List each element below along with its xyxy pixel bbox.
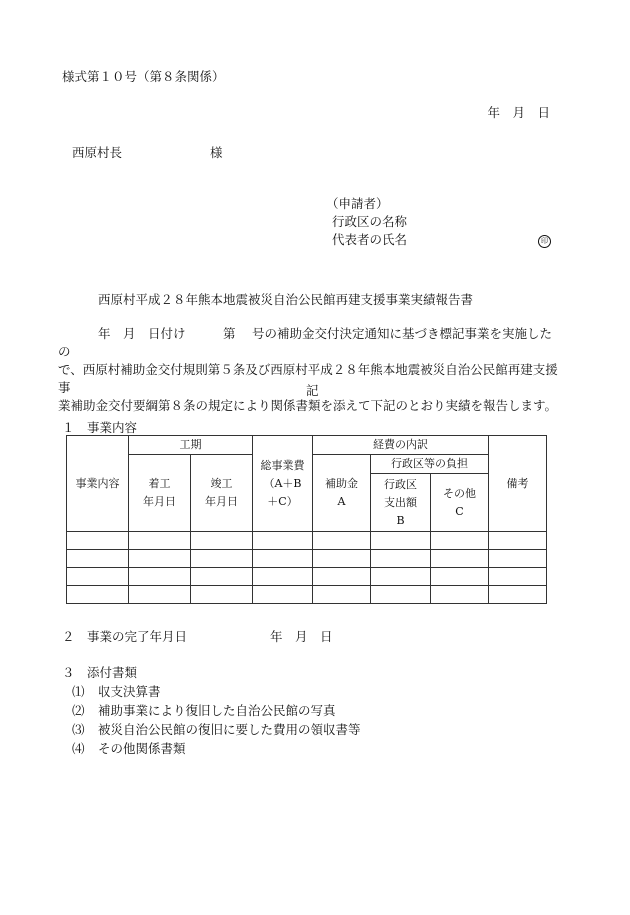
header-start-line-1: 着工	[148, 477, 171, 490]
list-item-number: ⑴	[72, 684, 85, 699]
table-cell[interactable]	[489, 532, 547, 550]
list-item-number: ⑷	[72, 741, 85, 756]
header-end-line-2: 年月日	[205, 495, 238, 508]
table-cell[interactable]	[313, 568, 371, 586]
table-cell[interactable]	[253, 586, 313, 604]
table-row	[67, 586, 547, 604]
recipient	[72, 143, 223, 161]
list-item	[72, 739, 361, 758]
header-remarks: 備考	[489, 436, 547, 532]
list-item	[72, 682, 361, 701]
table-cell[interactable]	[67, 586, 129, 604]
table-cell[interactable]	[191, 532, 253, 550]
header-start-line-2: 年月日	[143, 495, 176, 508]
table-row	[67, 550, 547, 568]
table-cell[interactable]	[431, 568, 489, 586]
table-cell[interactable]	[253, 568, 313, 586]
header-district-burden: 行政区等の負担	[371, 455, 489, 474]
district-name-label: 行政区の名称	[332, 214, 408, 229]
table-cell[interactable]	[191, 586, 253, 604]
header-district-line-1: 行政区	[384, 477, 417, 491]
table-cell[interactable]	[371, 550, 431, 568]
header-project-content: 事業内容	[67, 436, 129, 532]
header-total-cost	[253, 436, 313, 532]
report-date: 年 月 日	[487, 105, 550, 120]
table-cell[interactable]	[431, 586, 489, 604]
list-item-text: 収支決算書	[98, 684, 161, 699]
table-cell[interactable]	[253, 550, 313, 568]
header-other-line-1: その他	[443, 486, 477, 500]
header-end-date	[191, 455, 253, 532]
ki-mark: 記	[306, 383, 319, 398]
recipient-honorific: 様	[210, 145, 223, 160]
table-cell[interactable]	[371, 586, 431, 604]
header-district-expense	[371, 474, 431, 532]
header-total-line-2: （A＋B	[263, 476, 302, 490]
table-cell[interactable]	[431, 532, 489, 550]
table-cell[interactable]	[191, 550, 253, 568]
table-cell[interactable]	[489, 586, 547, 604]
applicant-block	[326, 195, 407, 249]
header-total-line-1: 総事業費	[260, 458, 305, 472]
form-number: 様式第１０号（第８条関係）	[62, 69, 225, 84]
body-line-2: で、西原村補助金交付規則第５条及び西原村平成２８年熊本地震被災自治公民館再建支援事	[58, 362, 558, 395]
header-subsidy-line-2: A	[337, 495, 346, 508]
table-cell[interactable]	[313, 532, 371, 550]
completion-date: 年 月 日	[270, 629, 333, 644]
section-1-heading: １ 事業内容	[62, 420, 138, 435]
table-cell[interactable]	[431, 550, 489, 568]
table-cell[interactable]	[313, 586, 371, 604]
table-cell[interactable]	[371, 532, 431, 550]
list-item-text: その他関係書類	[98, 741, 186, 756]
table-cell[interactable]	[489, 568, 547, 586]
header-other	[431, 474, 489, 532]
applicant-label: （申請者）	[326, 196, 389, 211]
table-cell[interactable]	[489, 550, 547, 568]
table-row	[67, 568, 547, 586]
table-row	[67, 532, 547, 550]
table-cell[interactable]	[129, 586, 191, 604]
recipient-name: 西原村長	[72, 145, 123, 160]
attachment-list	[72, 682, 361, 758]
header-subsidy	[313, 455, 371, 532]
table-cell[interactable]	[129, 568, 191, 586]
list-item-text: 補助事業により復旧した自治公民館の写真	[98, 703, 336, 718]
table-cell[interactable]	[67, 568, 129, 586]
representative-name-label: 代表者の氏名	[332, 232, 408, 247]
table-cell[interactable]	[371, 568, 431, 586]
table-cell[interactable]	[129, 532, 191, 550]
section-2-heading: ２ 事業の完了年月日	[62, 629, 188, 644]
body-text	[58, 325, 558, 415]
header-district-line-3: B	[396, 513, 405, 527]
header-subsidy-line-1: 補助金	[325, 477, 358, 490]
header-start-date	[129, 455, 191, 532]
table-cell[interactable]	[313, 550, 371, 568]
list-item-text: 被災自治公民館の復旧に要した費用の領収書等	[98, 722, 361, 737]
header-end-line-1: 竣工	[210, 477, 233, 490]
table-cell[interactable]	[129, 550, 191, 568]
document-title: 西原村平成２８年熊本地震被災自治公民館再建支援事業実績報告書	[98, 292, 474, 307]
table-cell[interactable]	[253, 532, 313, 550]
header-period: 工期	[129, 436, 253, 455]
seal-icon: 印	[538, 235, 551, 248]
list-item	[72, 720, 361, 739]
header-total-line-3: ＋C）	[267, 494, 298, 508]
header-district-line-2: 支出額	[384, 495, 417, 509]
body-line-1: 年 月 日付け 第 号の補助金交付決定通知に基づき標記事業を実施したの	[58, 326, 552, 359]
list-item	[72, 701, 361, 720]
header-other-line-2: C	[455, 504, 464, 518]
section-2	[62, 627, 333, 645]
table-cell[interactable]	[67, 532, 129, 550]
section-3-heading: ３ 添付書類	[62, 665, 138, 680]
project-table	[66, 435, 547, 604]
body-line-3: 業補助金交付要綱第８条の規定により関係書類を添えて下記のとおり実績を報告します。	[58, 398, 558, 413]
table-cell[interactable]	[191, 568, 253, 586]
list-item-number: ⑵	[72, 703, 85, 718]
header-expense-breakdown: 経費の内訳	[313, 436, 489, 455]
list-item-number: ⑶	[72, 722, 85, 737]
table-cell[interactable]	[67, 550, 129, 568]
